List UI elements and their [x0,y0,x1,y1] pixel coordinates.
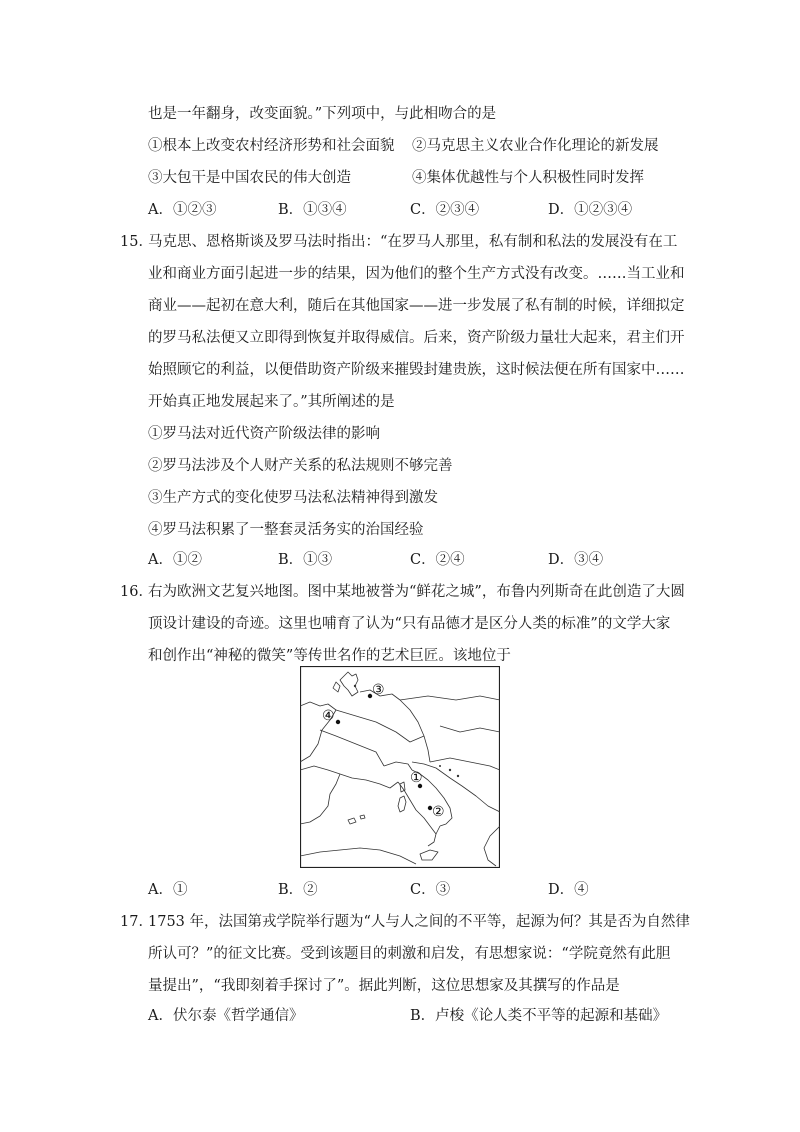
q17-number: 17． [120,914,153,930]
q16-stem-line-1: 右为欧洲文艺复兴地图。图中某地被誉为“鲜花之城”，布鲁内列斯奇在此创造了大圆 [148,584,685,600]
q15-item-1: ①罗马法对近代资产阶级法律的影响 [148,426,380,442]
q15-stem-line-6: 开始真正地发展起来了。”其所阐述的是 [148,394,395,410]
q15-stem-line-2: 业和商业方面引起进一步的结果，因为他们的整个生产方式没有改变。……当工业和 [148,266,685,282]
q15-option-d: D．③④ [548,552,604,568]
q15-item-3: ③生产方式的变化使罗马法私法精神得到激发 [148,490,438,506]
map-frame [301,667,500,868]
q14-option-d: D．①②③④ [548,202,633,218]
q15-item-4: ④罗马法积累了一整套灵活务实的治国经验 [148,522,424,538]
q14-item-1: ①根本上改变农村经济形势和社会面貌 [148,138,395,154]
q14-item-3: ③大包干是中国农民的伟大创造 [148,170,351,186]
map-label-3: ③ [372,682,385,698]
q14-item-2: ②马克思主义农业合作化理论的新发展 [412,138,659,154]
q16-option-a: A．① [148,882,188,898]
q14-option-b: B．①③④ [278,202,347,218]
q15-stem-line-3: 商业——起初在意大利，随后在其他国家——进一步发展了私有制的时候，详细拟定 [148,298,685,314]
q17-stem-line-3: 量提出”，“我即刻着手探讨了”。据此判断，这位思想家及其撰写的作品是 [148,978,620,994]
q15-option-c: C．②④ [410,552,465,568]
q16-option-c: C．③ [410,882,451,898]
q15-stem-line-5: 始照顾它的利益，以便借助资产阶级来摧毁封建贵族，这时候法便在所有国家中…… [148,362,685,378]
q14-option-a: A．①②③ [148,202,217,218]
q16-option-d: D．④ [548,882,589,898]
q15-stem-line-1: 马克思、恩格斯谈及罗马法时指出：“在罗马人那里，私有制和私法的发展没有在工 [148,234,678,250]
map-label-4: ④ [322,708,335,724]
q15-option-b: B．①③ [278,552,333,568]
q15-stem-line-4: 的罗马私法便又立即得到恢复并取得威信。后来，资产阶级力量壮大起来，君主们开 [148,330,685,346]
q14-stem-tail: 也是一年翻身，改变面貌。”下列项中，与此相吻合的是 [148,106,497,122]
q15-item-2: ②罗马法涉及个人财产关系的私法规则不够完善 [148,458,453,474]
q17-stem-line-1: 1753 年，法国第戎学院举行题为“人与人之间的不平等，起源为何？其是否为自然律 [148,914,690,930]
q16-number: 16． [120,584,153,600]
q16-stem-line-2: 顶设计建设的奇迹。这里也哺育了认为“只有品德才是区分人类的标准”的文学大家 [148,616,671,632]
q14-option-c: C．②③④ [410,202,480,218]
q16-stem-line-3: 和创作出“神秘的微笑”等传世名作的艺术巨匠。该地位于 [148,648,511,664]
q14-item-4: ④集体优越性与个人积极性同时发挥 [412,170,644,186]
q15-option-a: A．①② [148,552,202,568]
q15-number: 15． [120,234,153,250]
map-label-2: ② [432,804,445,820]
map-label-1: ① [410,770,423,786]
europe-renaissance-map [300,666,500,868]
q16-option-b: B．② [278,882,318,898]
q17-option-b: B．卢梭《论人类不平等的起源和基础》 [410,1008,668,1024]
q17-option-a: A．伏尔泰《哲学通信》 [148,1008,304,1024]
marker-4-dot [336,720,340,724]
q17-stem-line-2: 所认可？”的征文比赛。受到该题目的刺激和启发，有思想家说：“学院竟然有此胆 [148,946,671,962]
